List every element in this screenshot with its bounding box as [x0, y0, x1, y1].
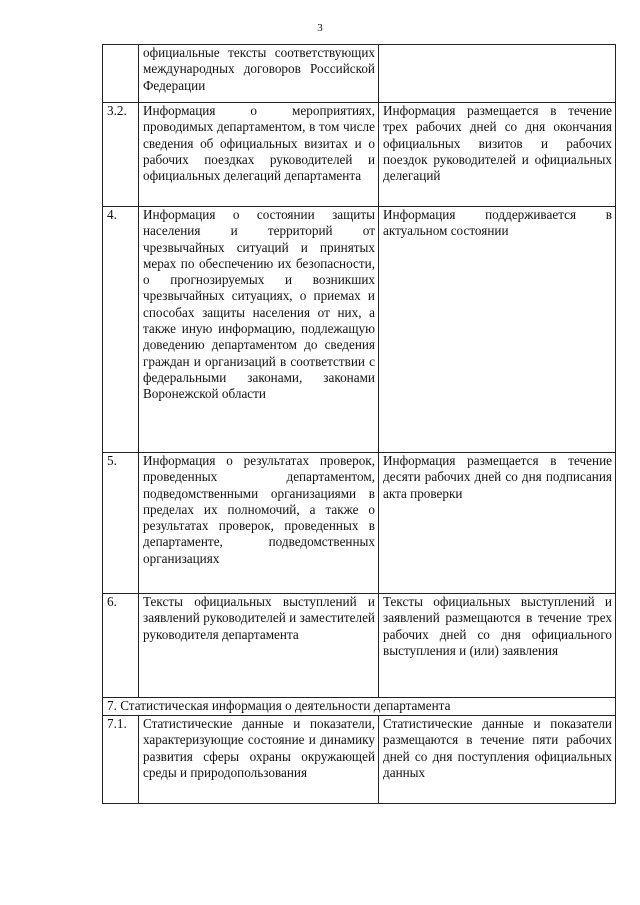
row-number: [103, 45, 139, 103]
section-title: 7. Статистическая информация о деятельности департамента: [103, 698, 616, 716]
page-number: 3: [317, 22, 323, 34]
table-row: [103, 207, 616, 453]
table-row: [103, 716, 616, 804]
row-number: 4.: [103, 207, 139, 453]
table-row: [103, 453, 616, 594]
information-table: [102, 44, 616, 804]
info-cell: Информация о состоянии защиты населения и территорий от чрезвычайных ситуаций и принятых мерах по обеспечению их безопасности, о прогнозируемых и возникших чрезвычайных ситуациях, о приемах и способах защиты населения от них, а также иную информацию, подлежащую доведению департаментом до сведения граждан и организаций в соответствии с федеральными законами, законами Воронежской области: [139, 207, 379, 453]
term-cell: [379, 45, 616, 103]
table-row: [103, 594, 616, 698]
term-cell: Тексты официальных выступлений и заявлений размещаются в течение трех рабочих дней со дня официального выступления и (или) заявления: [379, 594, 616, 698]
term-cell: Статистические данные и показатели размещаются в течение пяти рабочих дней со дня поступления официальных данных: [379, 716, 616, 804]
info-cell: Информация о результатах проверок, проведенных департаментом, подведомственными организациями в пределах их полномочий, а также о результатах проверок, проведенных в департаменте, подведомственных организациях: [139, 453, 379, 594]
info-cell: официальные тексты соответствующих международных договоров Российской Федерации: [139, 45, 379, 103]
term-cell: Информация размещается в течение трех рабочих дней со дня окончания официальных визитов и рабочих поездок руководителей и официальных делегаций: [379, 103, 616, 207]
info-cell: Информация о мероприятиях, проводимых департаментом, в том числе сведения об официальных визитах и о рабочих поездках руководителей и официальных делегаций департамента: [139, 103, 379, 207]
row-number: 6.: [103, 594, 139, 698]
row-number: 7.1.: [103, 716, 139, 804]
section-row: [103, 698, 616, 716]
row-number: 5.: [103, 453, 139, 594]
info-cell: Тексты официальных выступлений и заявлений руководителей и заместителей руководителя департамента: [139, 594, 379, 698]
term-cell: Информация поддерживается в актуальном состоянии: [379, 207, 616, 453]
row-number: 3.2.: [103, 103, 139, 207]
table-row: [103, 45, 616, 103]
info-cell: Статистические данные и показатели, характеризующие состояние и динамику развития сферы охраны окружающей среды и природопользования: [139, 716, 379, 804]
table-row: [103, 103, 616, 207]
term-cell: Информация размещается в течение десяти рабочих дней со дня подписания акта проверки: [379, 453, 616, 594]
